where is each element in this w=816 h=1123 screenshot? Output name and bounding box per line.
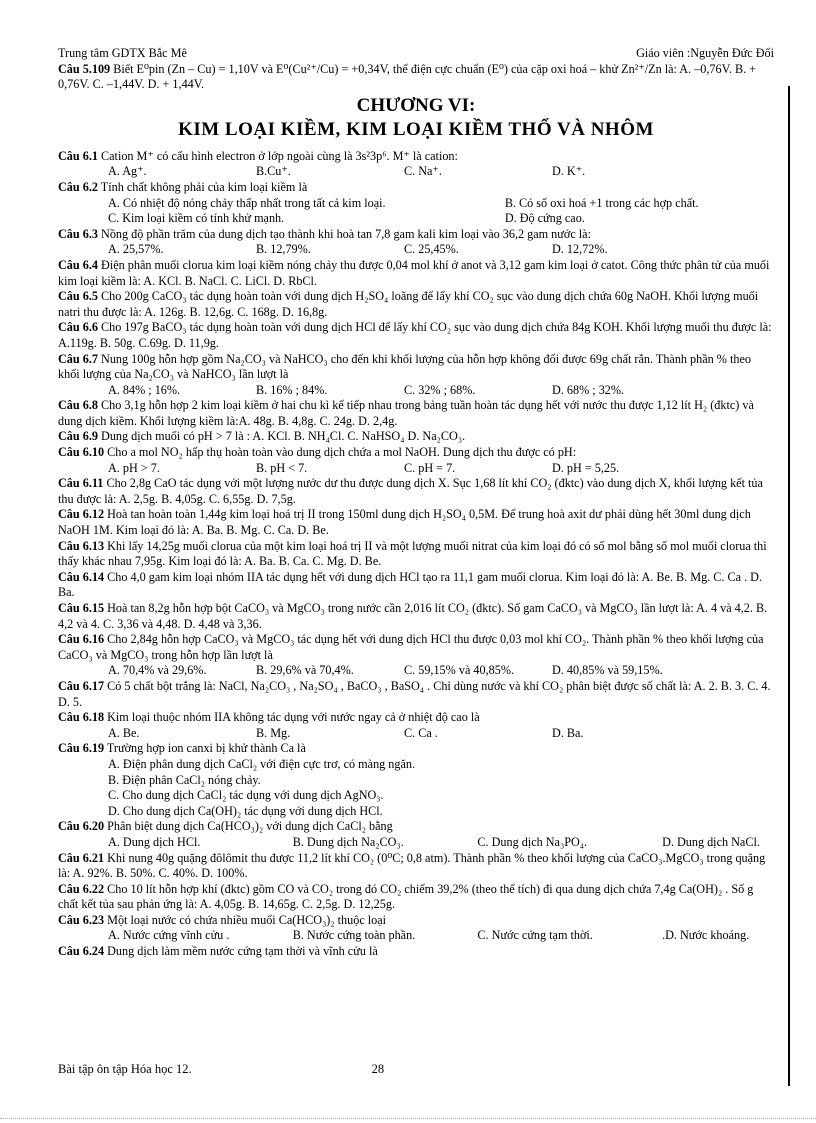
answer-option: A. 25,57%. <box>108 242 164 257</box>
answer-option: C. 59,15% và 40,85%. <box>404 663 515 678</box>
answer-options-row <box>58 196 774 212</box>
question <box>58 352 774 383</box>
question-label: Câu 6.11 <box>58 476 104 491</box>
question-label: Câu 6.7 <box>58 351 98 366</box>
answer-option: A. 70,4% và 29,6%. <box>108 663 207 678</box>
answer-option: C. Nước cứng tạm thời. <box>477 928 593 943</box>
question-label: Câu 6.3 <box>58 226 98 241</box>
question-text: Hoà tan 8,2g hỗn hợp bột CaCO₃ và MgCO₃ trong nước cần 2,016 lít CO₂ (đktc). Số gam CaCO₃ và MgCO₃ lần lượt là: A. 4 và 4,2. B. 4,2 và 4. C. 3,36 và 4,48. D. 4,48 và 3,36. <box>58 601 768 631</box>
answer-option: D. Dung dịch NaCl. <box>662 834 760 849</box>
answer-option: C. 25,45%. <box>404 242 459 257</box>
answer-option: C. Na⁺. <box>404 164 442 179</box>
answer-option: B. pH < 7. <box>256 460 308 475</box>
question-5-109: Câu 5.109 Biết E⁰pin (Zn – Cu) = 1,10V và E⁰(Cu²⁺/Cu) = +0,34V, thế điện cực chuẩn (E⁰) của cặp oxi hoá – khử Zn²⁺/Zn là: A. –0,76V. B. + 0,76V. C. –1,44V. D. + 1,44V. <box>58 61 757 92</box>
question-label: Câu 6.13 <box>58 538 105 553</box>
question-label: Câu 6.22 <box>58 881 105 896</box>
question-label: Câu 6.16 <box>58 632 105 647</box>
question-label: Câu 6.14 <box>58 569 105 584</box>
answer-option: D. 40,85% và 59,15%. <box>552 663 663 678</box>
answer-option: D. Cho dung dịch Ca(OH)₂ tác dụng với dung dịch HCl. <box>108 803 383 818</box>
question <box>58 710 774 726</box>
question-label: Câu 6.17 <box>58 678 105 693</box>
answer-option: A. 84% ; 16%. <box>108 382 181 397</box>
question-label: Câu 6.15 <box>58 601 105 615</box>
question <box>58 601 774 632</box>
question-list <box>58 149 774 960</box>
header-school: Trung tâm GDTX Bắc Mê <box>58 46 187 60</box>
question-text: Kim loại thuộc nhóm IIA không tác dụng với nước ngay cả ở nhiệt độ cao là <box>104 710 480 725</box>
question-text: Cho 2,84g hỗn hợp CaCO₃ và MgCO₃ tác dụng hết với dung dịch HCl thu được 0,03 mol khí CO₂. Thành phần % theo khối lượng của CaCO₃ và MgCO₃ trong hỗn hợp lần lượt là <box>58 632 764 662</box>
question-label: Câu 6.19 <box>58 741 105 756</box>
answer-option: D. Ba. <box>552 725 584 740</box>
right-margin-rule <box>788 86 790 1086</box>
question-label: Câu 6.8 <box>58 398 98 413</box>
header-teacher: Giáo viên :Nguyễn Đức Đối <box>636 46 774 60</box>
answer-options-row <box>58 383 774 399</box>
chapter-title: KIM LOẠI KIỀM, KIM LOẠI KIỀM THỔ VÀ NHÔM <box>178 118 654 140</box>
question <box>58 476 774 507</box>
question-text: Hoà tan hoàn toàn 1,44g kim loại hoá trị II trong 150ml dung dịch H₂SO₄ 0,5M. Để trung hoà axit dư phải dùng hết 30ml dung dịch NaOH 1M. Kim loại đó là: A. Ba. B. Mg. C. Ca. D. Be. <box>58 507 751 538</box>
answer-option: D. Độ cứng cao. <box>504 211 585 226</box>
document-page <box>58 46 774 960</box>
question <box>58 445 774 461</box>
question-label: Câu 6.10 <box>58 445 105 460</box>
question-text: Phân biệt dung dịch Ca(HCO₃)₂ với dung dịch CaCl₂ bằng <box>104 819 393 834</box>
question-text: Nung 100g hỗn hợp gồm Na₂CO₃ và NaHCO₃ cho đến khi khối lượng của hỗn hợp không đổi được 69g chất rắn. Thành phần % theo khối lượng của Na₂CO₃ và NaHCO₃ lần lượt là <box>58 351 751 382</box>
question <box>58 429 774 445</box>
answer-option: C. Kim loại kiềm có tính khử mạnh. <box>108 211 285 226</box>
chapter-number: CHƯƠNG VI: <box>356 94 476 116</box>
answer-option: B. 16% ; 84%. <box>256 382 328 397</box>
answer-option: A. pH > 7. <box>108 460 160 475</box>
answer-options-row <box>58 928 774 944</box>
question <box>58 258 774 289</box>
question <box>58 507 774 538</box>
question-text: Có 5 chất bột trắng là: NaCl, Na₂CO₃ , Na₂SO₄ , BaCO₃ , BaSO₄ . Chỉ dùng nước và khí CO₂ phân biệt được số chất là: A. 2. B. 3. C. 4. D. 5. <box>58 678 771 709</box>
answer-option: A. Nước cứng vĩnh cửu . <box>108 928 230 943</box>
question <box>58 539 774 570</box>
question-label: Câu 6.5 <box>58 289 98 304</box>
bottom-dotted-line <box>0 1118 816 1120</box>
question-label: Câu 6.18 <box>58 710 105 725</box>
answer-options-row <box>58 164 774 180</box>
question-text: Khi lấy 14,25g muối clorua của một kim loại hoá trị II và một lượng muối nitrat của kim loại đó có số mol bằng số mol muối clorua thì thấy khác nhau 7,95g. Kim loại đó là: A. Ba. B. Ca. C. Mg. D. Be. <box>58 538 767 569</box>
question-text: Khi nung 40g quặng đôlômit thu được 11,2 lít khí CO₂ (0⁰C; 0,8 atm). Thành phần % theo khối lượng của CaCO₃.MgCO₃ trong quặng là: A. 92%. B. 50%. C. 40%. D. 100%. <box>58 850 766 881</box>
answer-option: B. 29,6% và 70,4%. <box>256 663 354 678</box>
answer-option: B. Điện phân CaCl₂ nóng chảy. <box>108 772 261 787</box>
answer-option: A. Dung dịch HCl. <box>108 834 201 849</box>
answer-option: D. pH = 5,25. <box>552 460 620 475</box>
answer-options-row <box>58 663 774 679</box>
answer-option: D. K⁺. <box>552 164 586 179</box>
question-text: Tính chất không phải của kim loại kiềm là <box>97 179 308 194</box>
question-text: Điện phân muối clorua kim loại kiềm nóng chảy thu được 0,04 mol khí ở anot và 3,12 gam kim loại ở catot. Công thức phân tử của muối kim loại kiềm là: A. KCl. B. NaCl. C. LiCl. D. RbCl. <box>58 257 770 288</box>
question-label: Câu 6.23 <box>58 912 105 927</box>
answer-option: B. Có số oxi hoá +1 trong các hợp chất. <box>504 195 699 210</box>
question-label: Câu 6.1 <box>58 148 98 163</box>
answer-option: C. pH = 7. <box>404 460 456 475</box>
question-label: Câu 6.20 <box>58 819 105 834</box>
question-label: Câu 6.4 <box>58 257 98 272</box>
question-label: Câu 6.12 <box>58 507 105 522</box>
question <box>58 149 774 165</box>
question <box>58 320 774 351</box>
question-label: Câu 6.21 <box>58 850 105 865</box>
answer-option: B. Dung dịch Na₂CO₃. <box>292 834 404 849</box>
answer-options-row <box>58 726 774 742</box>
question <box>58 944 774 960</box>
answer-option: B. 12,79%. <box>256 242 311 257</box>
answer-options-row <box>58 242 774 258</box>
question-text: Dung dịch muối có pH > 7 là : A. KCl. B. NH₄Cl. C. NaHSO₄ D. Na₂CO₃. <box>97 429 466 444</box>
answer-option: C. Ca . <box>404 725 438 740</box>
question <box>58 180 774 196</box>
question-label: Câu 6.24 <box>58 944 105 959</box>
question-label: Câu 6.9 <box>58 429 98 444</box>
question-text: Trường hợp ion canxi bị khử thành Ca là <box>104 741 306 756</box>
question-text: Cho 200g CaCO₃ tác dụng hoàn toàn với dung dịch H₂SO₄ loãng để lấy khí CO₂ sục vào dung dịch chứa 60g NaOH. Khối lượng muối natri thu được là: A. 126g. B. 12,6g. C. 168g. D. 16,8g. <box>58 289 759 319</box>
answer-options-row <box>58 211 774 227</box>
question-text: Cho 2,8g CaO tác dụng với một lượng nước dư thu được dung dịch X. Sục 1,68 lít khí CO₂ (đktc) vào dung dịch X, khối lượng kết tủa thu được là: A. 2,5g. B. 4,05g. C. 6,55g. D. 7,5g. <box>58 476 763 506</box>
question-label: Câu 6.6 <box>58 320 98 335</box>
question <box>58 289 774 320</box>
answer-option: .D. Nước khoáng. <box>662 928 750 943</box>
answer-option: D. 68% ; 32%. <box>552 382 625 397</box>
answer-option: C. Cho dung dịch CaCl₂ tác dụng với dung dịch AgNO₃. <box>108 788 384 803</box>
question <box>58 398 774 429</box>
question <box>58 819 774 835</box>
question-text: Cho 197g BaCO₃ tác dụng hoàn toàn với dung dịch HCl để lấy khí CO₂ sục vào dung dịch chứa 84g KOH. Khối lượng muối thu được là: A.119g. B. 50g. C.69g. D. 11,9g. <box>58 320 772 350</box>
answer-option: A. Điện phân dung dịch CaCl₂ với điện cực trơ, có màng ngăn. <box>108 756 416 771</box>
question <box>58 851 774 882</box>
question-text: Dung dịch làm mềm nước cứng tạm thời và vĩnh cửu là <box>104 944 378 959</box>
answer-option: B. Nước cứng toàn phần. <box>292 928 416 943</box>
question <box>58 913 774 929</box>
question-text: Cho 3,1g hỗn hợp 2 kim loại kiềm ở hai chu kì kế tiếp nhau trong bảng tuần hoàn tác dụng hết với nước thu được 1,12 lít H₂ (đktc) và dung dịch kiềm. Khối lượng kiềm là:A. 48g. B. 4,8g. C. 24g. D. 2,4g. <box>58 398 754 428</box>
answer-option: D. 12,72%. <box>552 242 608 257</box>
question-text: Cho a mol NO₂ hấp thụ hoàn toàn vào dung dịch chứa a mol NaOH. Dung dịch thu được có pH: <box>104 445 577 460</box>
answer-option: C. 32% ; 68%. <box>404 382 476 397</box>
answer-options-row <box>58 835 774 851</box>
question-label: Câu 6.2 <box>58 179 98 194</box>
page-header <box>58 46 774 62</box>
page-footer <box>58 1062 458 1077</box>
question-text: Cation M⁺ có cấu hình electron ở lớp ngoài cùng là 3s²3p⁶. M⁺ là cation: <box>97 148 458 163</box>
question-text: Cho 4,0 gam kim loại nhóm IIA tác dụng hết với dung dịch HCl tạo ra 11,1 gam muối clorua. Kim loại đó là: A. Be. B. Mg. C. Ca . D. Ba. <box>58 569 763 600</box>
question-text: Cho 10 lít hỗn hợp khí (đktc) gồm CO và CO₂ trong đó CO₂ chiếm 39,2% (theo thể tích) đi qua dung dịch chứa 7,4g Ca(OH)₂ . Số g chất kết tủa sau phản ứng là: A. 4,05g. B. 14,65g. C. 2,5g. D. 12,25g. <box>58 881 754 912</box>
question <box>58 679 774 710</box>
question <box>58 741 774 757</box>
footer-title: Bài tập ôn tập Hóa học 12. <box>58 1062 192 1076</box>
question <box>58 882 774 913</box>
answer-options-row <box>58 461 774 477</box>
question <box>58 632 774 663</box>
answer-option: B.Cu⁺. <box>256 164 291 179</box>
answer-option: A. Có nhiệt độ nóng chảy thấp nhất trong tất cả kim loại. <box>108 195 386 210</box>
question <box>58 570 774 601</box>
answer-option: C. Dung dịch Na₃PO₄. <box>477 834 588 849</box>
question-text: Nồng độ phần trăm của dung dịch tạo thành khi hoà tan 7,8 gam kali kim loại vào 36,2 gam nước là: <box>97 226 591 241</box>
question-text: Một loại nước có chứa nhiều muối Ca(HCO₃)₂ thuộc loại <box>104 912 387 927</box>
answer-option: A. Ag⁺. <box>108 164 147 179</box>
answer-option: B. Mg. <box>256 725 291 740</box>
answer-option: A. Be. <box>108 725 140 740</box>
page-number: 28 <box>371 1062 385 1076</box>
question <box>58 227 774 243</box>
